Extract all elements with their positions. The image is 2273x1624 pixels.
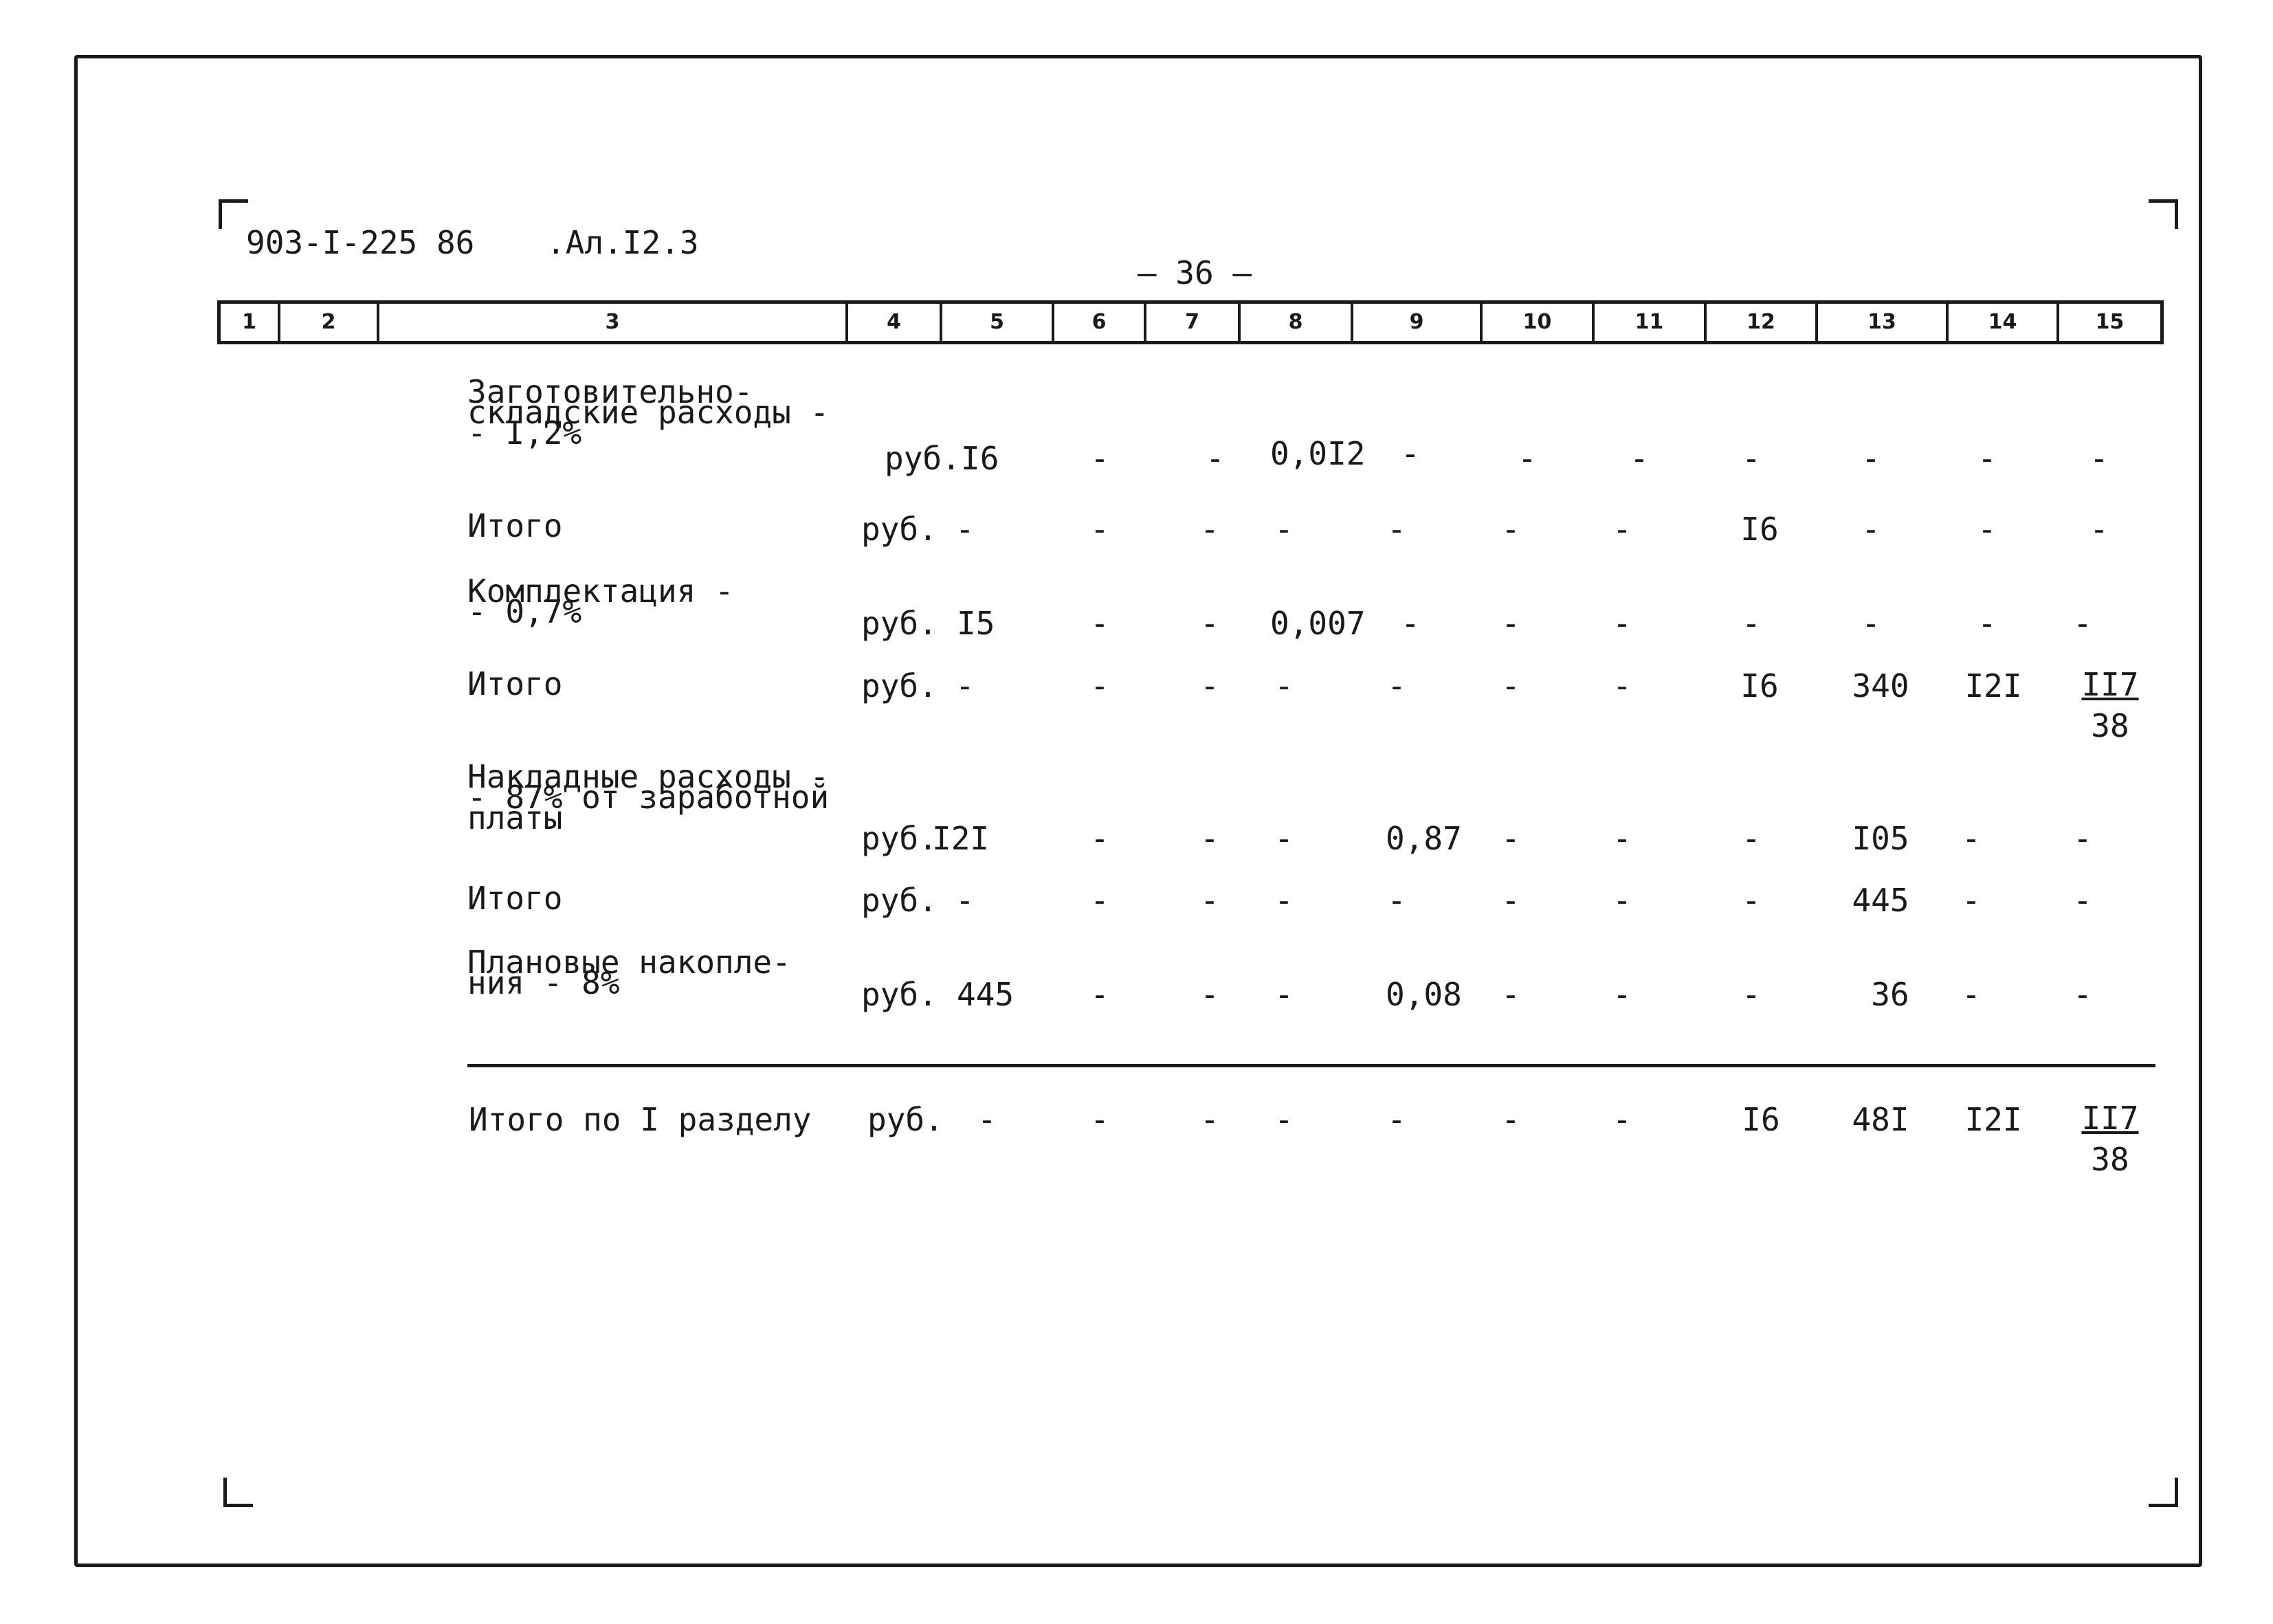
total-col7: - [1200,1101,1219,1138]
row-description: Итого [467,665,563,702]
cell-col8: - [1274,976,1294,1013]
cell-col14: - [1962,882,1981,919]
total-col11: - [1612,1101,1632,1138]
cell-col8: - [1274,882,1294,919]
cell-col7: - [1200,976,1219,1013]
column-number: 11 [1595,304,1707,341]
column-number: 13 [1818,304,1949,341]
cell-col8: - [1274,511,1294,548]
cell-col5: - [955,511,975,548]
cell-col12: - [1742,440,1761,477]
cell-col6: - [1090,605,1109,642]
cell-col13: 445 [1852,882,1909,919]
cell-col10: - [1501,511,1520,548]
cell-col6: - [1090,511,1109,548]
cell-col12: - [1742,976,1761,1013]
cell-col15: - [2073,882,2092,919]
sheet-reference: .Ал.I2.3 [546,224,699,261]
cell-col10: - [1501,605,1520,642]
cell-col6: - [1090,976,1109,1013]
cell-col13: - [1861,605,1881,642]
total-col14: I2I [1964,1101,2022,1138]
corner-mark-bottom-left [223,1478,253,1507]
cell-col14: - [1977,511,1997,548]
row-description: Итого [467,880,563,917]
cell-col13: 36 [1871,976,1909,1013]
cell-col15-fraction [2069,664,2151,746]
cell-col10: - [1501,820,1520,857]
section-divider [467,1064,2155,1067]
cell-col5: I2I [932,820,990,857]
cell-col14: - [1962,820,1981,857]
corner-mark-top-left [219,199,248,229]
total-description: Итого по I разделу [469,1101,812,1138]
row-description: Итого [467,507,563,544]
cell-col13: - [1861,440,1881,477]
cell-col7: - [1200,605,1219,642]
row-unit: руб. [861,882,938,919]
cell-col12: - [1742,605,1761,642]
row-unit: руб. [861,511,938,548]
total-col15-fraction [2069,1098,2151,1180]
column-number: 5 [942,304,1054,341]
column-number: 3 [379,304,848,341]
column-number-header [217,300,2164,344]
fraction-denominator: 38 [2091,707,2129,744]
column-number: 14 [1949,304,2059,341]
cell-col13: 340 [1852,667,1909,704]
corner-mark-bottom-right [2149,1478,2178,1507]
total-col5: - [977,1101,997,1138]
cell-col9: - [1401,605,1420,642]
column-number: 4 [848,304,942,341]
cell-col5: I6 [961,440,999,477]
cell-col8: - [1274,667,1294,704]
cell-col9: - [1387,882,1406,919]
cell-col11: - [1612,667,1632,704]
cell-col9: - [1401,435,1420,472]
row-unit: руб. [861,976,938,1013]
cell-col15: - [2089,511,2109,548]
cell-col8: 0,007 [1270,605,1366,642]
total-col8: - [1274,1101,1294,1138]
cell-col6: - [1090,820,1109,857]
cell-col9: 0,87 [1386,820,1462,857]
cell-col8: 0,0I2 [1270,435,1366,472]
cell-col11: - [1612,605,1632,642]
cell-col10: - [1518,440,1537,477]
cell-col5: - [955,882,975,919]
row-unit: руб. [885,440,961,477]
document-code: 903-I-225 86 [246,224,475,261]
cell-col9: 0,08 [1386,976,1462,1013]
cell-col5: - [955,667,975,704]
column-number: 10 [1483,304,1595,341]
cell-col9: - [1387,667,1406,704]
cell-col6: - [1090,667,1109,704]
cell-col14: - [1962,976,1981,1013]
column-number: 2 [280,304,379,341]
cell-col5: I5 [957,605,995,642]
cell-col11: - [1612,976,1632,1013]
cell-col11: - [1612,820,1632,857]
row-description: Комплектация - - 0,7% [467,572,734,630]
cell-col10: - [1501,882,1520,919]
total-col13: 48I [1852,1101,1909,1138]
row-description: Заготовительно- складские расходы - - I,2% [467,373,830,452]
row-unit: руб. [861,820,938,857]
total-unit: руб. [867,1101,944,1138]
cell-col15: - [2089,440,2109,477]
cell-col6: - [1090,882,1109,919]
cell-col15: - [2073,605,2092,642]
cell-col14: - [1977,605,1997,642]
cell-col15: - [2073,820,2092,857]
cell-col13: - [1861,511,1881,548]
cell-col12: I6 [1740,511,1779,548]
total-col10: - [1501,1101,1520,1138]
cell-col13: I05 [1852,820,1909,857]
cell-col11: - [1630,440,1649,477]
column-number: 12 [1707,304,1818,341]
cell-col10: - [1501,976,1520,1013]
cell-col6: - [1090,440,1109,477]
row-unit: руб. [861,605,938,642]
row-description: Накладные расходы - - 87% от заработной платы [467,758,830,836]
total-col12: I6 [1742,1101,1780,1138]
cell-col10: - [1501,667,1520,704]
cell-col7: - [1200,882,1219,919]
column-number: 1 [221,304,280,341]
cell-col7: - [1200,667,1219,704]
cell-col12: - [1742,820,1761,857]
column-number: 9 [1353,304,1483,341]
cell-col7: - [1206,440,1225,477]
cell-col12: - [1742,882,1761,919]
cell-col7: - [1200,511,1219,548]
cell-col14: I2I [1964,667,2022,704]
column-number: 8 [1241,304,1353,341]
cell-col14: - [1977,440,1997,477]
cell-col7: - [1200,820,1219,857]
fraction-numerator: II7 [2081,666,2139,703]
corner-mark-top-right [2149,199,2178,229]
total-col6: - [1090,1101,1109,1138]
total-col9: - [1387,1101,1406,1138]
cell-col11: - [1612,882,1632,919]
cell-col5: 445 [957,976,1014,1013]
cell-col8: - [1274,820,1294,857]
cell-col12: I6 [1740,667,1779,704]
column-number: 7 [1146,304,1241,341]
fraction-denominator: 38 [2091,1141,2129,1178]
row-description: Плановые накопле- ния - 8% [467,944,791,1001]
row-unit: руб. [861,667,938,704]
column-number: 15 [2095,310,2125,334]
cell-col9: - [1387,511,1406,548]
fraction-numerator: II7 [2081,1100,2139,1137]
cell-col15: - [2073,976,2092,1013]
column-number: 6 [1054,304,1146,341]
cell-col11: - [1612,511,1632,548]
